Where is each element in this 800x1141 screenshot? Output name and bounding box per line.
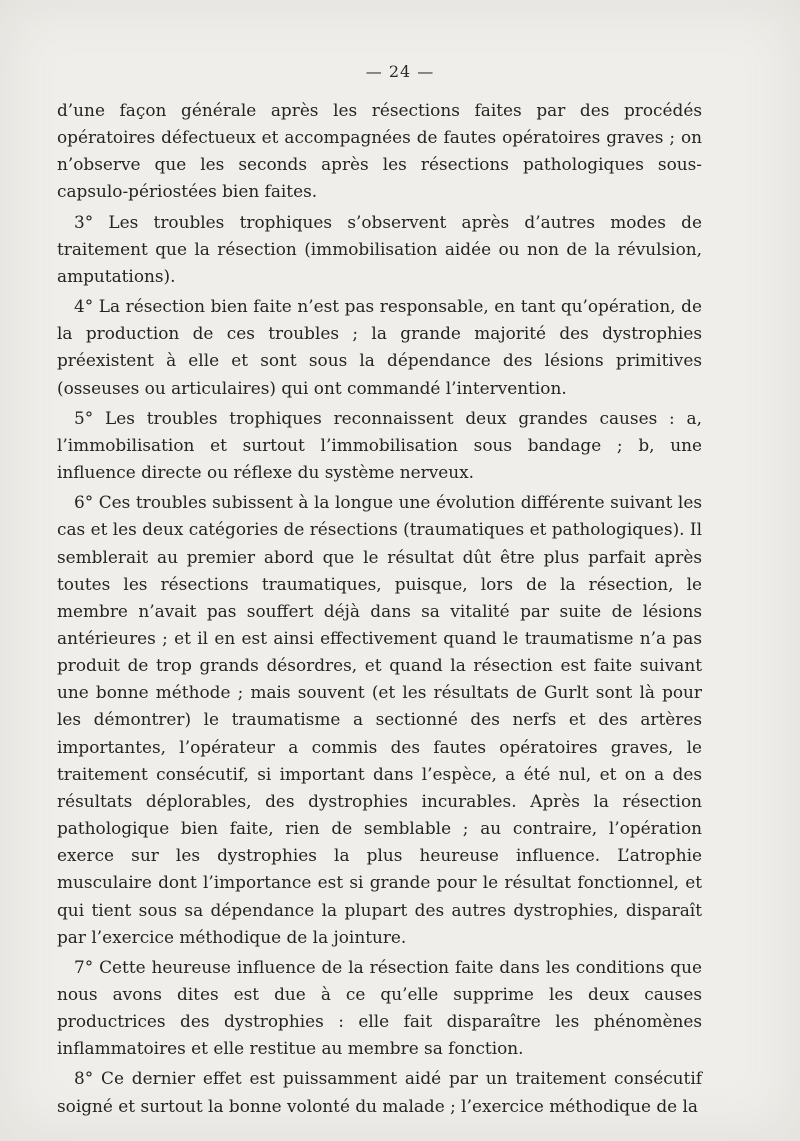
- paragraph-3: 3° Les troubles trophiques s’observent après d’autres modes de traitement que la résection (immobilisation aidée ou non de la révulsion, amputations).: [57, 211, 702, 286]
- paragraph-7: 7° Cette heureuse influence de la résection faite dans les conditions que nous avons dites est due à ce qu’elle supprime les deux causes productrices des dystrophies : elle fait disparaître les phénomènes inflammatoires et elle restitue au membre sa fonction.: [57, 956, 702, 1059]
- paragraph-4: 4° La résection bien faite n’est pas responsable, en tant qu’opération, de la production de ces troubles ; la grande majorité des dystrophies préexistent à elle et sont sous la dépendance des lésions primitives (osseuses ou articulaires) qui ont commandé l’intervention.: [57, 296, 702, 398]
- paragraph-5: 5° Les troubles trophiques reconnaissent deux grandes causes : a, l’immobilisation et surtout l’immobilisation sous bandage ; b, une influence directe ou réflexe du système nerveux.: [57, 407, 702, 483]
- body-text: [57, 97, 702, 1120]
- paragraph-8: 8° Ce dernier effet est puissamment aidé par un traitement consécutif soigné et surtout la bonne volonté du malade ; l’exercice méthodique de la: [57, 1068, 702, 1116]
- paragraph-continuation: d’une façon générale après les résections faites par des procédés opératoires défectueux et accompagnées de fautes opératoires graves ; on n’observe que les seconds après les résections pathologiques sous-capsulo-périostées bien faites.: [57, 100, 702, 202]
- paragraph-6: 6° Ces troubles subissent à la longue une évolution différente suivant les cas et les deux catégories de résections (traumatiques et pathologiques). Il semblerait au premier abord que le résultat dût être plus parfait après toutes les résections traumatiques, puisque, lors de la résection, le membre n’avait pas souffert déjà dans sa vitalité par suite de lésions antérieures ; et il en est ainsi effectivement quand le traumatisme n’a pas produit de trop grands désordres, et quand la résection est faite suivant une bonne méthode ; mais souvent (et les résultats de Gurlt sont là pour les démontrer) le traumatisme a sectionné des nerfs et des artères importantes, l’opérateur a commis des fautes opératoires graves, le traitement consécutif, si important dans l’espèce, a été nul, et on a des résultats déplorables, des dystrophies incurables. Après la résection pathologique bien faite, rien de semblable ; au contraire, l’opération exerce sur les dystrophies la plus heureuse influence. L’atrophie musculaire dont l’importance est si grande pour le résultat fonctionnel, et qui tient sous sa dépendance la plupart des autres dystrophies, disparaît par l’exercice méthodique de la jointure.: [57, 492, 702, 947]
- page-number: — 24 —: [365, 62, 435, 81]
